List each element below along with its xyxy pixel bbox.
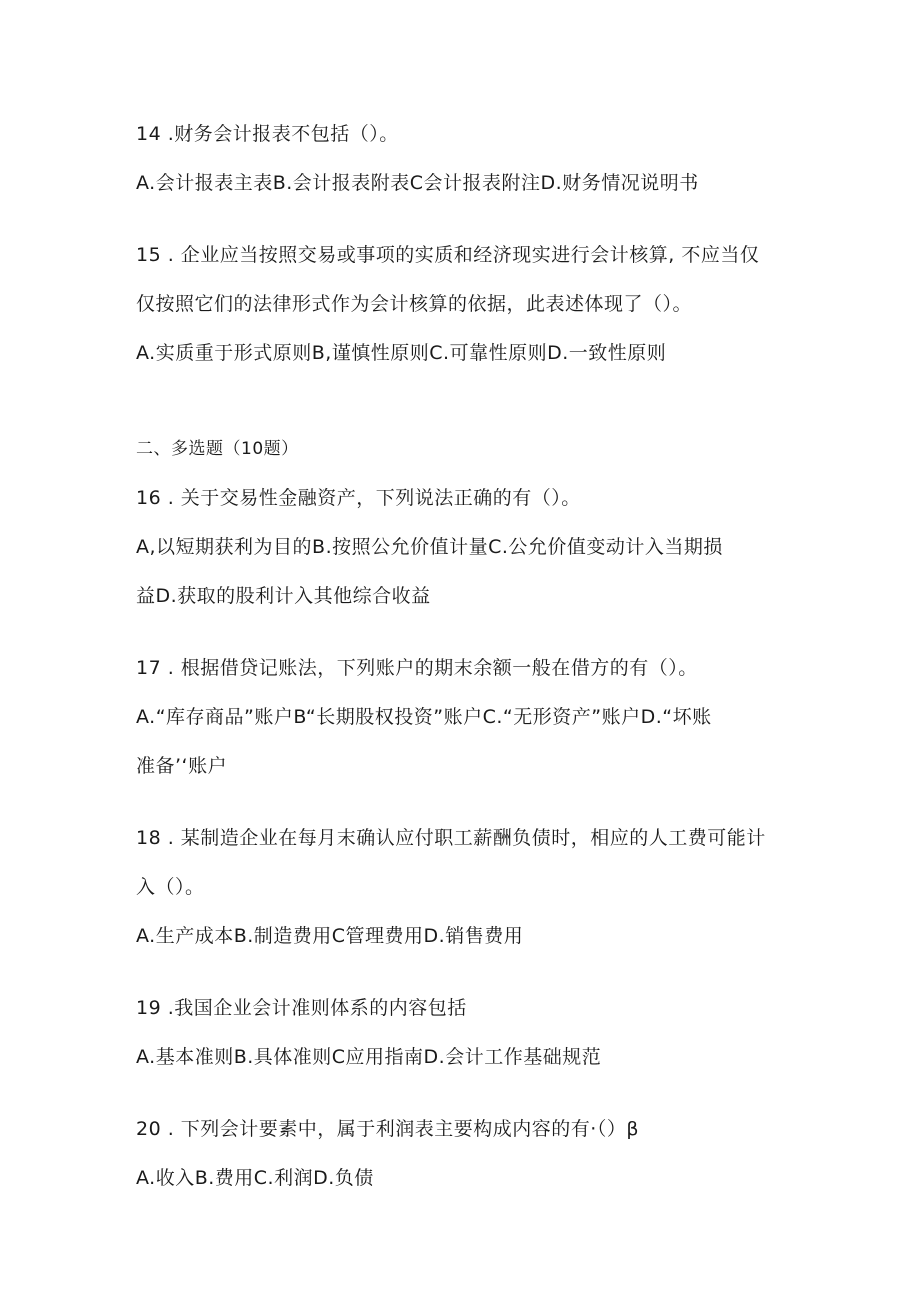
question-18-stem-line-1: 18 . 某制造企业在每月末确认应付职工薪酬负债时，相应的人工费可能计 [136, 827, 766, 849]
question-18-stem-line-2: 入（）。 [136, 876, 205, 898]
question-15-options: A.实质重于形式原则B,谨慎性原则C.可靠性原则D.一致性原则 [136, 342, 667, 364]
question-16-options-line-1: A,以短期获利为目的B.按照公允价值计量C.公允价值变动计入当期损 [136, 536, 723, 558]
question-18-options: A.生产成本B.制造费用C管理费用D.销售费用 [136, 925, 524, 947]
question-16-stem: 16 . 关于交易性金融资产，下列说法正确的有（）。 [136, 487, 581, 509]
question-20-stem: 20 . 下列会计要素中，属于利润表主要构成内容的有·（）β [136, 1118, 639, 1140]
question-17-options-line-1: A.“库存商品”账户B“长期股权投资”账户C.“无形资产”账户D.“坏账 [136, 706, 712, 728]
question-14-options: A.会计报表主表B.会计报表附表C会计报表附注D.财务情况说明书 [136, 172, 699, 194]
question-17-stem: 17 . 根据借贷记账法，下列账户的期末余额一般在借方的有（）。 [136, 657, 698, 679]
question-17-options-line-2: 准备’‘账户 [136, 755, 228, 777]
section-heading-multiple-choice: 二、多选题（10题） [136, 439, 299, 459]
question-15-stem-line-2: 仅按照它们的法律形式作为会计核算的依据，此表述体现了（）。 [136, 293, 693, 315]
question-19-options: A.基本准则B.具体准则C应用指南D.会计工作基础规范 [136, 1046, 602, 1068]
question-19-stem: 19 .我国企业会计准则体系的内容包括 [136, 997, 467, 1019]
question-16-options-line-2: 益D.获取的股利计入其他综合收益 [136, 585, 431, 607]
question-20-options: A.收入B.费用C.利润D.负债 [136, 1167, 374, 1189]
question-15-stem-line-1: 15 . 企业应当按照交易或事项的实质和经济现实进行会计核算, 不应当仅 [136, 244, 760, 266]
question-14-stem: 14 .财务会计报表不包括（）。 [136, 123, 399, 145]
